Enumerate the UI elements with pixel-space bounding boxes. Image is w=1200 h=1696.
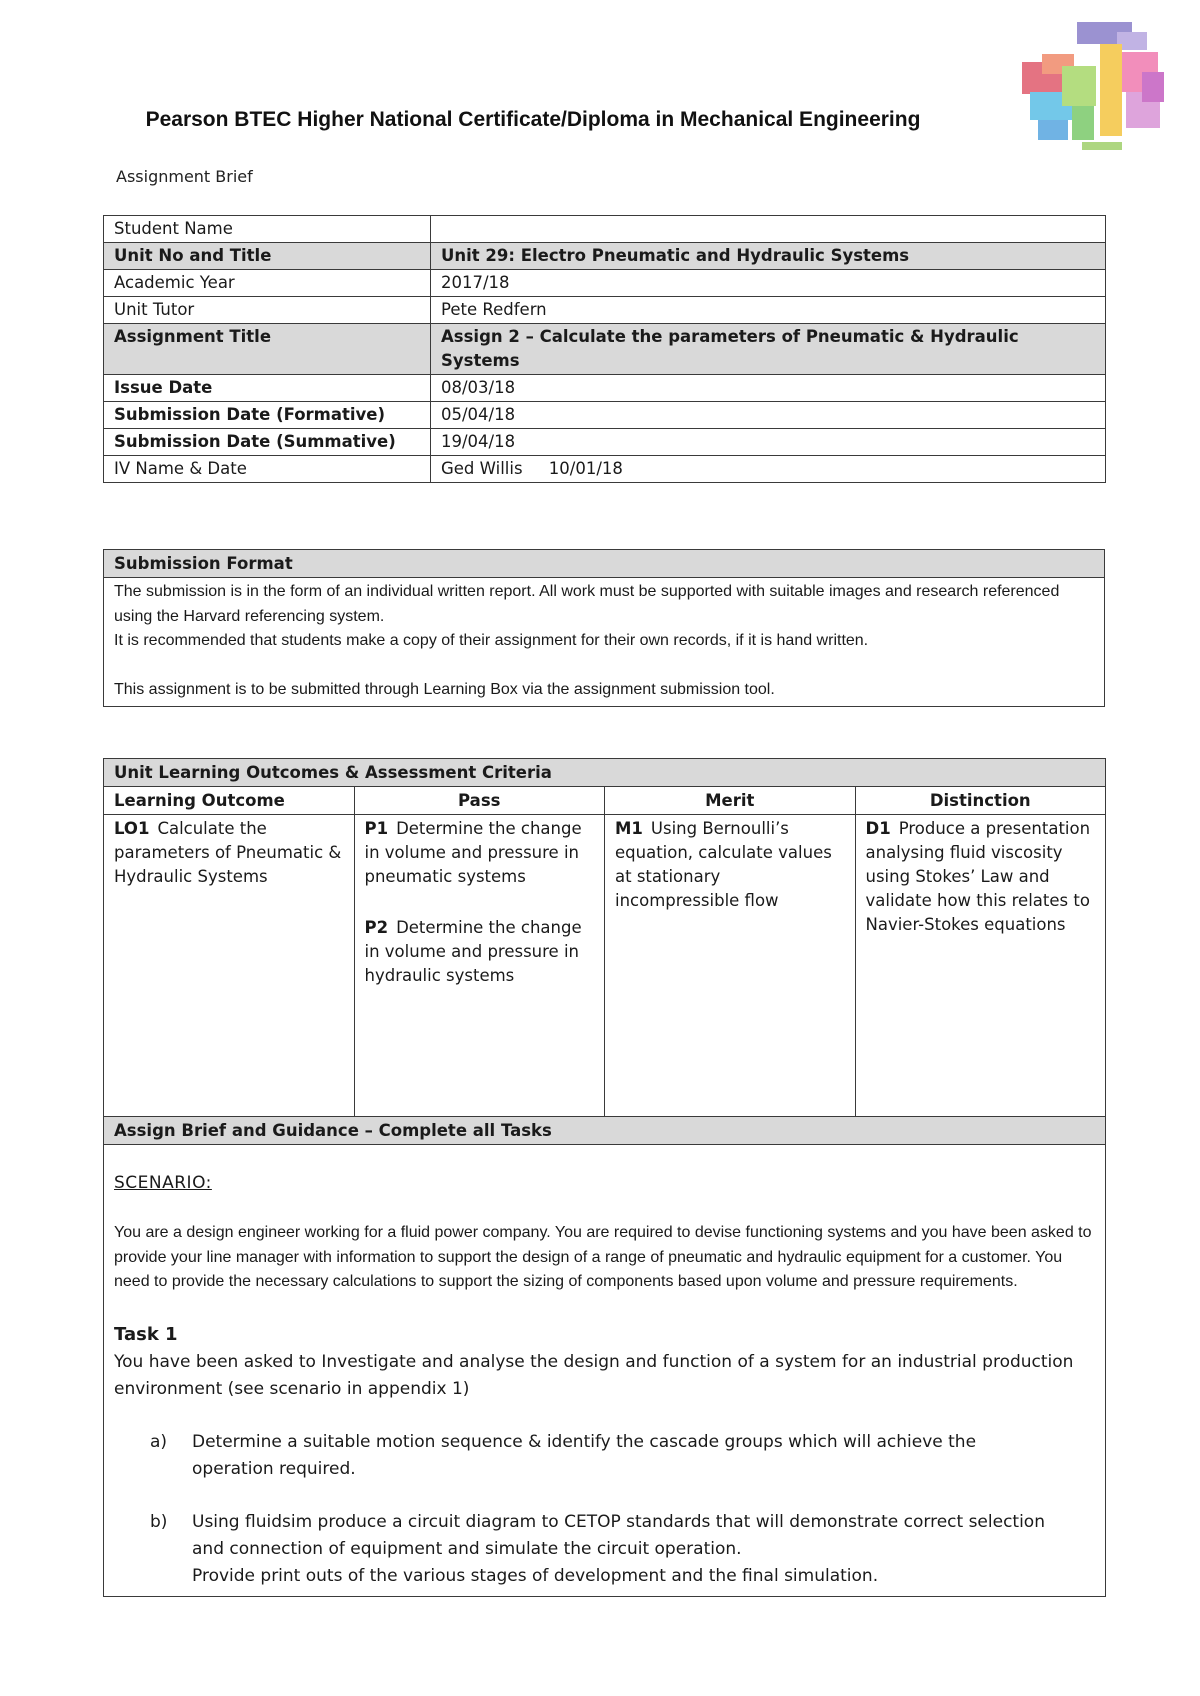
task-item-text-line: Provide print outs of the various stages of development and the final simulation. [192, 1565, 879, 1586]
document-title: Pearson BTEC Higher National Certificate/Diploma in Mechanical Engineering [145, 108, 921, 131]
submission-format-heading: Submission Format [104, 550, 1105, 578]
info-value: 2017/18 [431, 270, 1106, 297]
info-label: IV Name & Date [104, 456, 431, 483]
criterion-text: Determine the change in volume and pressure in pneumatic systems [364, 819, 582, 886]
info-label: Submission Date (Summative) [104, 429, 431, 456]
info-row [104, 456, 1106, 483]
info-label: Issue Date [104, 375, 431, 402]
scenario-text: You are a design engineer working for a fluid power company. You are required to devise functioning systems and you have been asked to provide your line manager with information to support the design of a range of pneumatic and hydraulic equipment for a customer. You need to provide the necessary calculations to support the sizing of components based upon volume and pressure requirements. [114, 1224, 1092, 1290]
criterion-code: LO1 [114, 819, 150, 838]
task-item-text-line: Using fluidsim produce a circuit diagram to CETOP standards that will demonstrate correct selection and connection of equipment and simulate the circuit operation. [192, 1511, 1045, 1559]
task-item [114, 1509, 1095, 1590]
criterion-text: Determine the change in volume and pressure in hydraulic systems [364, 918, 582, 985]
info-row [104, 429, 1106, 456]
criterion-code: P1 [364, 819, 389, 838]
assignment-info-table [103, 215, 1106, 483]
info-value: 08/03/18 [431, 375, 1106, 402]
column-header-learning-outcome: Learning Outcome [104, 787, 355, 815]
criterion-text: Using Bernoulli’s equation, calculate values at stationary incompressible flow [615, 819, 832, 910]
assignment-brief-label: Assignment Brief [116, 167, 253, 186]
learning-outcomes-table [103, 758, 1106, 1597]
learning-outcome-cell [104, 815, 355, 1117]
submission-format-body [104, 578, 1105, 707]
task-item-text: Determine a suitable motion sequence & identify the cascade groups which will achieve the operation required. [192, 1431, 977, 1479]
info-row [104, 243, 1106, 270]
info-label: Academic Year [104, 270, 431, 297]
pass-criteria-cell [354, 815, 605, 1117]
task-item [114, 1429, 1095, 1483]
outcomes-heading: Unit Learning Outcomes & Assessment Criteria [104, 759, 1106, 787]
submission-format-line: This assignment is to be submitted through Learning Box via the assignment submission tool. [114, 680, 775, 698]
distinction-criteria-cell [855, 815, 1106, 1117]
criterion-code: D1 [865, 819, 891, 838]
task-item-marker: a) [150, 1431, 168, 1452]
task-description: You have been asked to Investigate and analyse the design and function of a system for an industrial production environment (see scenario in appendix 1) [114, 1351, 1074, 1399]
column-header-distinction: Distinction [855, 787, 1106, 815]
info-value: Pete Redfern [431, 297, 1106, 324]
info-label: Unit Tutor [104, 297, 431, 324]
info-row [104, 297, 1106, 324]
pixel-mosaic-logo-icon [1022, 22, 1182, 162]
merit-criteria-cell [605, 815, 856, 1117]
criterion-text: Produce a presentation analysing fluid viscosity using Stokes’ Law and validate how this relates to Navier-Stokes equations [865, 819, 1091, 934]
guidance-body [104, 1145, 1106, 1597]
info-value: Unit 29: Electro Pneumatic and Hydraulic Systems [431, 243, 1106, 270]
task-item-text [192, 1509, 1095, 1590]
task-item-marker: b) [150, 1511, 168, 1532]
task-heading: Task 1 [114, 1323, 178, 1345]
info-label: Student Name [104, 216, 431, 243]
info-row [104, 270, 1106, 297]
info-row [104, 375, 1106, 402]
info-label: Unit No and Title [104, 243, 431, 270]
submission-format-line: It is recommended that students make a copy of their assignment for their own records, if it is hand written. [114, 632, 869, 649]
info-row [104, 402, 1106, 429]
info-value: 05/04/18 [431, 402, 1106, 429]
scenario-heading: SCENARIO: [114, 1173, 212, 1193]
info-label: Submission Date (Formative) [104, 402, 431, 429]
info-row [104, 216, 1106, 243]
info-row [104, 324, 1106, 375]
criterion-code: P2 [364, 918, 389, 937]
info-value: Assign 2 – Calculate the parameters of Pneumatic & Hydraulic Systems [431, 324, 1106, 375]
info-value: Ged Willis 10/01/18 [431, 456, 1106, 483]
column-header-merit: Merit [605, 787, 856, 815]
criterion-text: Calculate the parameters of Pneumatic & Hydraulic Systems [114, 819, 342, 886]
info-value: 19/04/18 [431, 429, 1106, 456]
submission-format-line: The submission is in the form of an individual written report. All work must be supported with suitable images and research referenced using the Harvard referencing system. [114, 583, 1060, 625]
info-label: Assignment Title [104, 324, 431, 375]
column-header-pass: Pass [354, 787, 605, 815]
guidance-heading: Assign Brief and Guidance – Complete all Tasks [104, 1117, 1106, 1145]
submission-format-table [103, 549, 1105, 707]
criterion-code: M1 [615, 819, 643, 838]
info-value [431, 216, 1106, 243]
